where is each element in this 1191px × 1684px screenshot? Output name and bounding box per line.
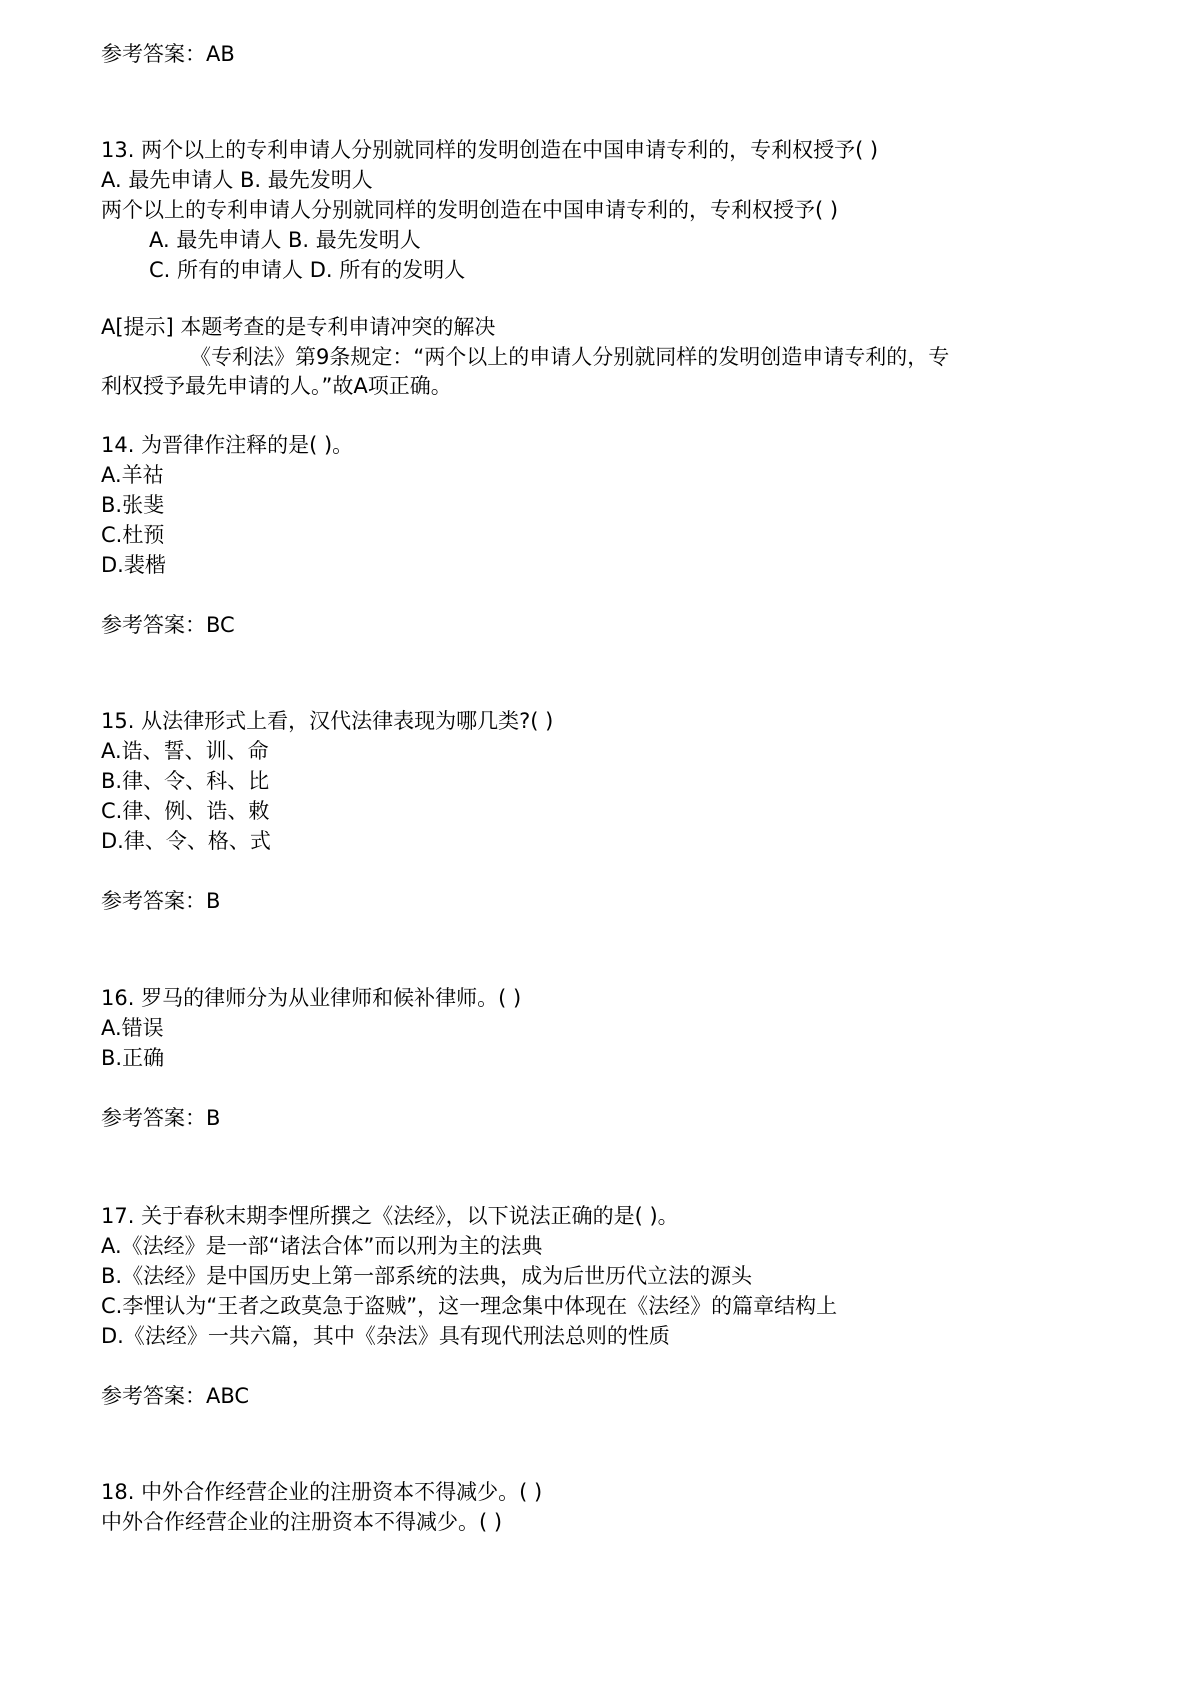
explanation-line: 《专利法》第9条规定：“两个以上的申请人分别就同样的发明创造申请专利的，专	[190, 345, 950, 369]
answer-line: 参考答案：B	[101, 889, 221, 913]
option-line: A.诰、誓、训、命	[101, 739, 269, 763]
option-line: C.杜预	[101, 523, 165, 547]
option-line: B.正确	[101, 1046, 165, 1070]
option-line: A.《法经》是一部“诸法合体”而以刑为主的法典	[101, 1234, 543, 1258]
explanation-line: 利权授予最先申请的人。”故A项正确。	[101, 374, 452, 398]
question-14: 14. 为晋律作注释的是( )。	[101, 433, 354, 457]
question-18: 18. 中外合作经营企业的注册资本不得减少。( )	[101, 1480, 543, 1504]
option-line: A.羊祜	[101, 463, 164, 487]
option-line: C.李悝认为“王者之政莫急于盗贼”，这一理念集中体现在《法经》的篇章结构上	[101, 1294, 838, 1318]
option-line: D.裴楷	[101, 553, 166, 577]
option-line: D.律、令、格、式	[101, 829, 271, 853]
question-16: 16. 罗马的律师分为从业律师和候补律师。( )	[101, 986, 522, 1010]
option-line: A. 最先申请人 B. 最先发明人	[149, 228, 421, 252]
question-17: 17. 关于春秋末期李悝所撰之《法经》，以下说法正确的是( )。	[101, 1204, 679, 1228]
answer-line: 参考答案：BC	[101, 613, 235, 637]
option-line: A. 最先申请人 B. 最先发明人	[101, 168, 373, 192]
option-line: D.《法经》一共六篇，其中《杂法》具有现代刑法总则的性质	[101, 1324, 670, 1348]
question-restatement: 中外合作经营企业的注册资本不得减少。( )	[101, 1510, 503, 1534]
answer-line: 参考答案：AB	[101, 42, 235, 66]
option-line: B.律、令、科、比	[101, 769, 270, 793]
option-line: C.律、例、诰、敕	[101, 799, 270, 823]
option-line: C. 所有的申请人 D. 所有的发明人	[149, 258, 466, 282]
answer-line: 参考答案：ABC	[101, 1384, 250, 1408]
answer-hint: A[提示] 本题考查的是专利申请冲突的解决	[101, 315, 496, 339]
option-line: B.《法经》是中国历史上第一部系统的法典，成为后世历代立法的源头	[101, 1264, 753, 1288]
answer-line: 参考答案：B	[101, 1106, 221, 1130]
question-15: 15. 从法律形式上看，汉代法律表现为哪几类?( )	[101, 709, 554, 733]
option-line: B.张斐	[101, 493, 165, 517]
option-line: A.错误	[101, 1016, 164, 1040]
question-13: 13. 两个以上的专利申请人分别就同样的发明创造在中国申请专利的，专利权授予( )	[101, 138, 879, 162]
question-restatement: 两个以上的专利申请人分别就同样的发明创造在中国申请专利的，专利权授予( )	[101, 198, 839, 222]
